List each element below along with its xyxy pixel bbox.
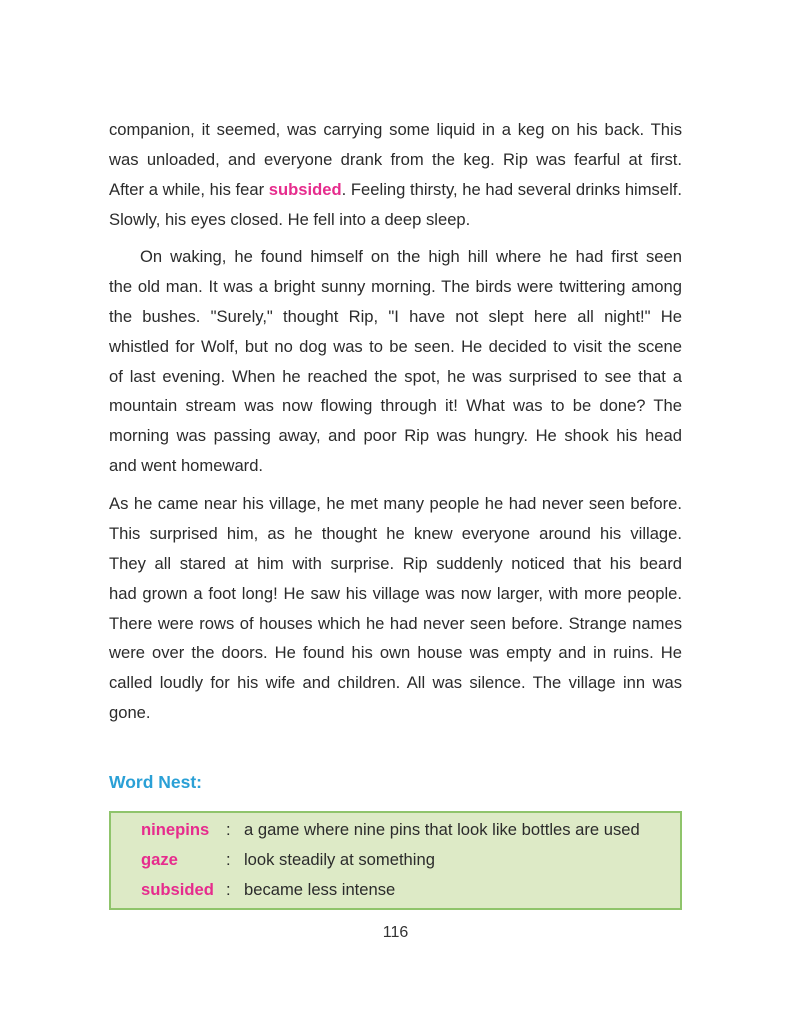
text-line: There were rows of houses which he had never seen before. Strange names [109,613,682,633]
text-line: gone. [109,703,151,723]
paragraph-1 [109,115,682,235]
text-line-with-highlight [109,175,682,205]
glossary-separator: : [226,880,231,899]
word-nest-heading: Word Nest: [109,772,203,792]
glossary-entry [141,815,640,845]
text-line: As he came near his village, he met many people he had never seen before. [109,494,682,513]
text-segment: . Feeling thirsty, he had several drinks himself. [341,179,682,199]
text-line: and went homeward. [109,456,264,476]
paragraph-3 [109,489,682,728]
glossary-term: ninepins [141,820,210,839]
text-line: were over the doors. He found his own house was empty and in ruins. He [109,643,682,663]
glossary-separator: : [226,850,231,869]
word-nest-box [109,811,682,910]
text-line: morning was passing away, and poor Rip was hungry. He shook his head [109,426,682,446]
glossary-definition: became less intense [244,880,396,899]
glossary-separator: : [226,820,231,839]
text-line: of last evening. When he reached the spot, he was surprised to see that a [109,366,682,386]
text-line: the old man. It was a bright sunny morning. The birds were twittering among [109,276,682,296]
text-line: called loudly for his wife and children. All was silence. The village inn was [109,673,682,693]
glossary-entry [141,875,395,905]
glossary-term: gaze [141,850,178,869]
text-line: This surprised him, as he thought he knew everyone around his village. [109,523,682,543]
text-line: had grown a foot long! He saw his village was now larger, with more people. [109,583,682,603]
text-line: companion, it seemed, was carrying some liquid in a keg on his back. This [109,120,682,139]
text-line: mountain stream was now flowing through it! What was to be done? The [109,396,682,416]
paragraph-2 [109,242,682,481]
text-line: Slowly, his eyes closed. He fell into a deep sleep. [109,209,471,229]
page-number: 116 [382,924,409,941]
text-line: the bushes. "Surely," thought Rip, "I have not slept here all night!" He [109,306,682,326]
text-line: was unloaded, and everyone drank from the keg. Rip was fearful at first. [109,149,682,169]
text-line: They all stared at him with surprise. Rip suddenly noticed that his beard [109,553,682,573]
glossary-term: subsided [141,880,214,899]
glossary-definition: look steadily at something [244,850,435,869]
highlighted-word: subsided [268,179,342,199]
glossary-definition: a game where nine pins that look like bottles are used [244,820,640,839]
text-line: On waking, he found himself on the high hill where he had first seen [140,247,682,266]
text-segment: After a while, his fear [109,179,269,199]
text-line: whistled for Wolf, but no dog was to be seen. He decided to visit the scene [109,336,682,356]
glossary-entry [141,845,435,875]
